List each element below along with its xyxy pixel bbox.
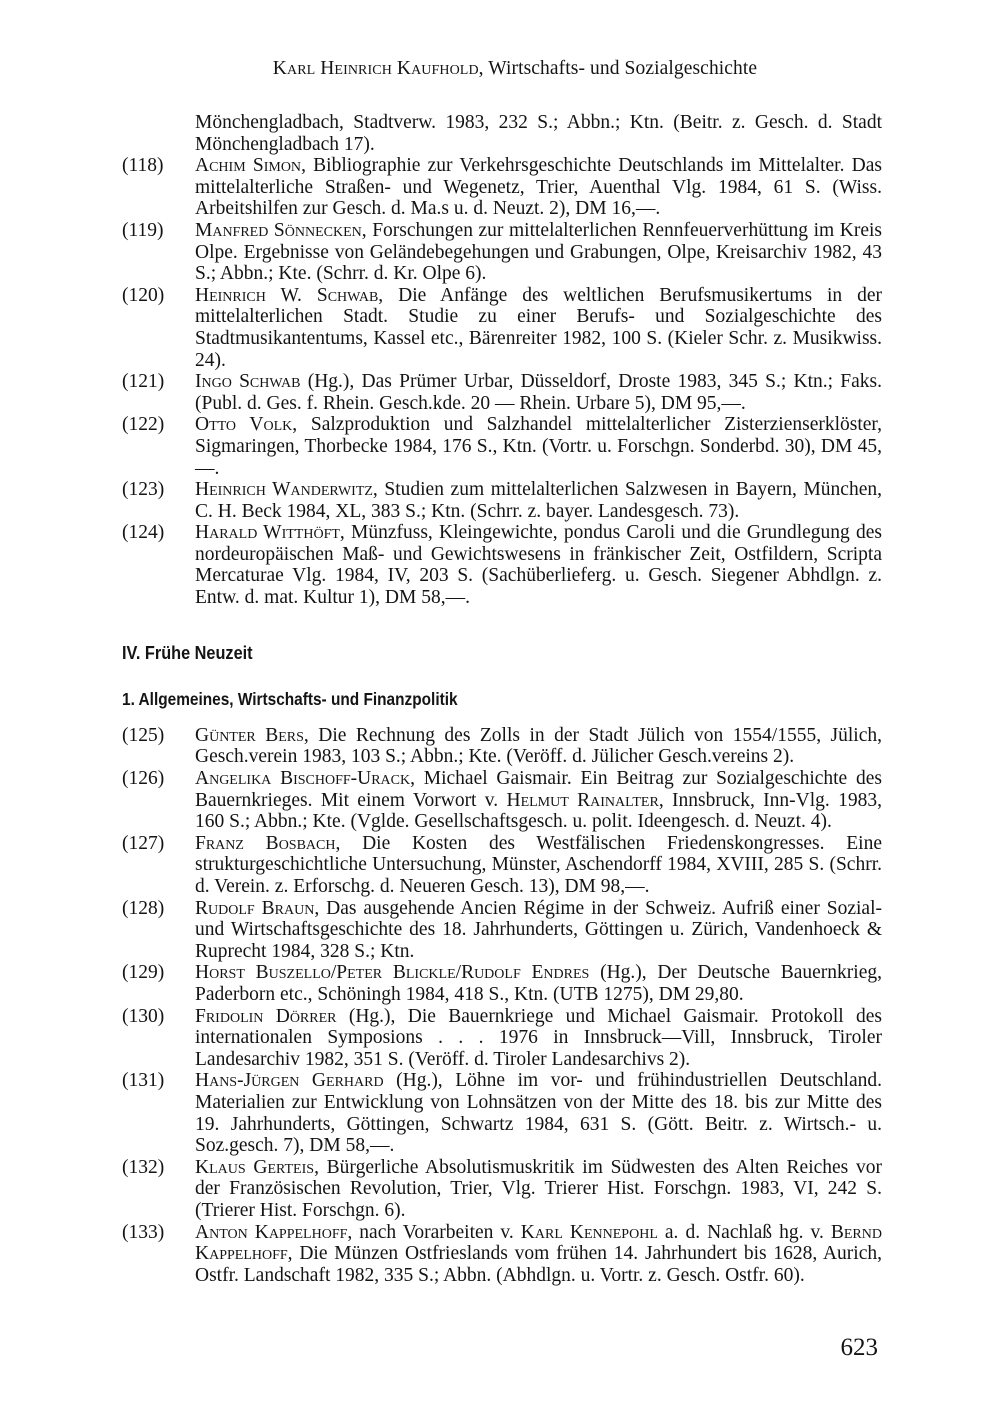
bib-entry-125 bbox=[122, 725, 882, 768]
entry-number: (127) bbox=[122, 832, 165, 854]
entry-text: , Münzfuss, Kleingewichte, pondus Caroli und die Grundlegung des nordeuropäischen Maß- und Gewichtswesens in fränkischer Zeit, Ostfildern, Scripta Mercaturae Vlg. 1984, IV, 203 S. (Sachüberlieferg. u. Gesch. Siegener Abhdlgn. z. Entw. d. mat. Kultur 1), DM 58,—. bbox=[195, 522, 882, 609]
entry-number: (131) bbox=[122, 1070, 165, 1092]
entry-author: Günter Bers bbox=[195, 724, 304, 746]
entry-number: (133) bbox=[122, 1221, 165, 1243]
entry-author-secondary: Karl Kennepohl bbox=[520, 1221, 658, 1243]
entry-author: Fridolin Dörrer bbox=[195, 1005, 337, 1027]
entry-text: (Hg.), Löhne im vor- und frühindustriellen Deutschland. Materialien zur Entwicklung von Lohnsätzen von der Mitte des 18. bis zur Mitte des 19. Jahrhunderts, Göttingen, Schwartz 1984, 631 S. (Gött. Beitr. z. Wirtsch.- u. Soz.gesch. 7), DM 58,—. bbox=[195, 1070, 882, 1157]
section-heading: IV. Frühe Neuzeit bbox=[122, 641, 253, 663]
entry-author: Rudolf Braun bbox=[195, 897, 315, 919]
continued-entry bbox=[122, 112, 882, 155]
continued-entry-text: Mönchengladbach, Stadtverw. 1983, 232 S.; Abbn.; Ktn. (Beitr. z. Gesch. d. Stadt Mönchengladbach 17). bbox=[195, 112, 882, 155]
bib-entry-124 bbox=[122, 522, 882, 608]
entry-text-tertiary: , Die Münzen Ostfrieslands vom frühen 14. Jahrhundert bis 1628, Aurich, Ostfr. Landschaft 1982, 335 S.; Abbn. (Abhdlgn. u. Vortr. z. Gesch. Ostfr. 60). bbox=[195, 1243, 882, 1286]
page-number: 623 bbox=[840, 1334, 878, 1361]
entry-author: Angelika Bischoff-Urack bbox=[195, 768, 411, 790]
entry-number: (122) bbox=[122, 414, 165, 436]
entry-number: (121) bbox=[122, 371, 165, 393]
entry-text: , nach Vorarbeiten v. bbox=[347, 1221, 521, 1243]
entry-author: Hans-Jürgen Gerhard bbox=[195, 1070, 384, 1092]
entry-text: (Hg.), Die Bauernkriege und Michael Gaismair. Protokoll des internationalen Symposions . . . 1976 in Innsbruck—Vill, Innsbruck, Tiroler Landesarchiv 1982, 351 S. (Veröff. d. Tiroler Landesarchivs 2). bbox=[195, 1005, 882, 1070]
bib-entry-128 bbox=[122, 898, 882, 963]
entry-number: (126) bbox=[122, 768, 165, 790]
entry-number: (118) bbox=[122, 155, 164, 177]
entry-text-secondary: a. d. Nachlaß hg. v. bbox=[657, 1221, 831, 1243]
entry-author: Harald Witthöft bbox=[195, 522, 340, 544]
subsection-heading: 1. Allgemeines, Wirtschafts- und Finanzpolitik bbox=[122, 689, 458, 710]
entry-text: , Das ausgehende Ancien Régime in der Schweiz. Aufriß einer Sozial- und Wirtschaftsgeschichte des 18. Jahrhunderts, Göttingen u. Zürich, Vandenhoeck & Ruprecht 1984, 328 S.; Ktn. bbox=[195, 897, 882, 962]
entry-author: Franz Bosbach bbox=[195, 832, 336, 854]
entry-author: Ingo Schwab bbox=[195, 371, 301, 393]
bib-entry-127 bbox=[122, 833, 882, 898]
entry-text: , Die Rechnung des Zolls in der Stadt Jülich von 1554/1555, Jülich, Gesch.verein 1983, 103 S.; Abbn.; Kte. (Veröff. d. Jülicher Gesch.vereins 2). bbox=[195, 724, 882, 768]
bib-entry-130 bbox=[122, 1006, 882, 1071]
entry-author: Anton Kappelhoff bbox=[195, 1221, 348, 1243]
entry-author: Manfred Sönnecken bbox=[195, 219, 362, 241]
bib-entry-121 bbox=[122, 371, 882, 414]
entry-text: , Michael Gaismair. Ein Beitrag zur Sozialgeschichte des Bauernkrieges. Mit einem Vorwort v. bbox=[195, 768, 882, 811]
entry-text-secondary: , Innsbruck, Inn-Vlg. 1983, 160 S.; Abbn.; Kte. (Vglde. Gesellschaftsgesch. u. polit. Ideengesch. d. Neuzt. 4). bbox=[195, 789, 882, 833]
entry-number: (129) bbox=[122, 962, 165, 984]
entry-number: (125) bbox=[122, 724, 165, 746]
bib-entry-119 bbox=[122, 220, 882, 285]
entry-number: (130) bbox=[122, 1005, 165, 1027]
entry-author: Achim Simon bbox=[195, 155, 302, 177]
entry-author-secondary: Helmut Rainalter bbox=[506, 789, 659, 811]
entry-number: (132) bbox=[122, 1156, 165, 1178]
bib-entry-126 bbox=[122, 768, 882, 833]
bib-entry-131 bbox=[122, 1070, 882, 1156]
entry-number: (123) bbox=[122, 479, 165, 501]
bib-entry-129 bbox=[122, 962, 882, 1005]
bibliography-content bbox=[122, 112, 882, 1286]
entry-number: (120) bbox=[122, 284, 165, 306]
entry-text: , Forschungen zur mittelalterlichen Rennfeuerverhüttung im Kreis Olpe. Ergebnisse von Geländebegehungen und Grabungen, Olpe, Kreisarchiv 1982, 43 S.; Abbn.; Kte. (Schrr. d. Kr. Olpe 6). bbox=[195, 219, 882, 285]
entry-number: (124) bbox=[122, 522, 165, 544]
entry-author-tertiary: Bernd Kappelhoff bbox=[195, 1221, 882, 1265]
entry-number: (119) bbox=[122, 219, 164, 241]
running-head-title: , Wirtschafts- und Sozialgeschichte bbox=[478, 58, 758, 79]
running-head-author: Karl Heinrich Kaufhold bbox=[272, 58, 479, 79]
entry-text: , Studien zum mittelalterlichen Salzwesen in Bayern, München, C. H. Beck 1984, XL, 383 S.; Ktn. (Schrr. z. bayer. Landesgesch. 73). bbox=[195, 479, 882, 522]
entry-author: Horst Buszello/Peter Blickle/Rudolf Endres bbox=[195, 962, 590, 984]
entry-author: Otto Volk bbox=[195, 414, 293, 436]
bib-entry-120 bbox=[122, 285, 882, 371]
entry-text: , Bibliographie zur Verkehrsgeschichte Deutschlands im Mittelalter. Das mittelalterliche Straßen- und Wegenetz, Trier, Auenthal Vlg. 1984, 61 S. (Wiss. Arbeitshilfen zur Gesch. d. Ma.s u. d. Neuzt. 2), DM 16,—. bbox=[195, 155, 883, 220]
entry-author: Heinrich Wanderwitz bbox=[195, 479, 373, 501]
entry-number: (128) bbox=[122, 897, 165, 919]
running-head bbox=[150, 58, 880, 80]
entry-text: , Die Kosten des Westfälischen Friedenskongresses. Eine strukturgeschichtliche Untersuchung, Münster, Aschendorff 1984, XVIII, 285 S. (Schrr. d. Verein. z. Erforschg. d. Neueren Gesch. 13), DM 98,—. bbox=[195, 832, 882, 897]
bib-entry-133 bbox=[122, 1222, 882, 1287]
bib-entry-122 bbox=[122, 414, 882, 479]
entry-text: , Salzproduktion und Salzhandel mittelalterlicher Zisterzienserklöster, Sigmaringen, Thorbecke 1984, 176 S., Ktn. (Vortr. u. Forschgn. Sonderbd. 30), DM 45,—. bbox=[195, 414, 883, 479]
entry-text: (Hg.), Das Prümer Urbar, Düsseldorf, Droste 1983, 345 S.; Ktn.; Faks. (Publ. d. Ges. f. Rhein. Gesch.kde. 20 — Rhein. Urbare 5), DM 95,—. bbox=[195, 371, 882, 414]
bib-entry-132 bbox=[122, 1157, 882, 1222]
entry-author: Klaus Gerteis bbox=[195, 1156, 315, 1178]
entry-text: , Bürgerliche Absolutismuskritik im Südwesten des Alten Reiches vor der Französischen Revolution, Trier, Vlg. Trierer Hist. Forschgn. 1983, VI, 242 S. (Trierer Hist. Forschgn. 6). bbox=[195, 1156, 882, 1221]
entry-text: , Die Anfänge des weltlichen Berufsmusikertums in der mittelalterlichen Stadt. Studie zu einer Berufs- und Sozialgeschichte des Stadtmusikantentums, Kassel etc., Bärenreiter 1982, 100 S. (Kieler Schr. z. Musikwiss. 24). bbox=[195, 284, 882, 371]
bib-entry-118 bbox=[122, 155, 882, 220]
entry-text: (Hg.), Der Deutsche Bauernkrieg, Paderborn etc., Schöningh 1984, 418 S., Ktn. (UTB 1275), DM 29,80. bbox=[195, 962, 882, 1005]
bib-entry-123 bbox=[122, 479, 882, 522]
entry-author: Heinrich W. Schwab bbox=[195, 284, 379, 306]
